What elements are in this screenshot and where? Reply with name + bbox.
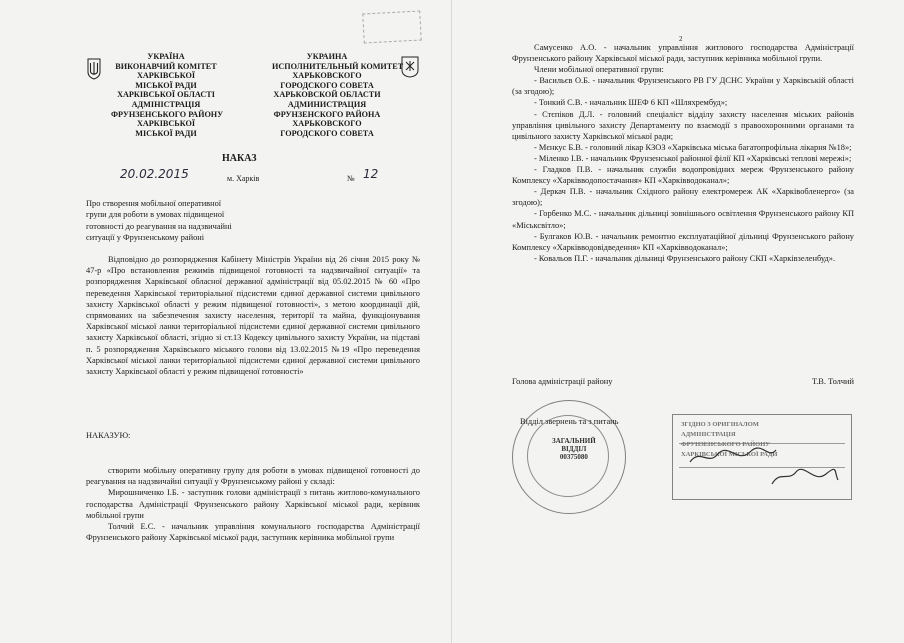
stamp-line: ХАРКІВСЬКОЇ МІСЬКОЇ РАДИ — [681, 451, 778, 458]
header-line: ИСПОЛНИТЕЛЬНЫЙ КОМИТЕТ — [272, 61, 404, 71]
header-line: УКРАЇНА — [147, 52, 185, 61]
order-title: НАКАЗ — [222, 153, 257, 164]
body-paragraph: створити мобільну оперативну групу для роботи в умовах підвищеної готовності до реагування на надзвичайні ситуації у Фрунзенському районі у складі: — [86, 466, 420, 487]
order-date: 20.02.2015 — [120, 167, 189, 181]
member-entry: - Тонкий С.В. - начальник ШЕФ 6 КП «Шляхрембуд»; — [534, 98, 728, 108]
subject-line: групи для роботи в умовах підвищеної — [86, 210, 225, 220]
subject-line: ситуації у Фрунзенському районі — [86, 232, 205, 242]
header-line: ХАРЬКОВСКОЙ ОБЛАСТИ — [273, 90, 381, 100]
subject-line: готовності до реагування на надзвичайні — [86, 221, 232, 231]
seal-caption: Відділ звернень та з питань — [520, 417, 619, 426]
member-entry: - Мєнкус Б.В. - головний лікар КЗОЗ «Харківська міська багатопрофільна лікарня №18»; — [534, 142, 852, 152]
order-number-label: № — [347, 174, 355, 183]
order-subject — [86, 198, 272, 243]
header-line: ХАРКІВСЬКОЇ — [136, 71, 196, 81]
stamp-line: ФРУНЗЕНСЬКОГО РАЙОНУ — [681, 441, 771, 448]
member-entry: Члени мобільної оперативної групи: — [534, 65, 664, 75]
seal-line: 00375080 — [559, 453, 588, 461]
handwritten-signature-2 — [770, 466, 840, 492]
page-divider — [451, 0, 452, 643]
member-entry: - Васильєв О.Б. - начальник Фрунзенського РВ ГУ ДСНС України у Харківській області (за згодою); — [512, 76, 854, 97]
header-line: ХАРКІВСЬКОЇ ОБЛАСТІ — [117, 90, 215, 100]
header-ukrainian — [111, 52, 224, 138]
body-paragraph: Мирошниченко І.Б. - заступник голови адміністрації з питань житлово-комунального господарства Адміністрації Фрунзенського району Харківської міської ради, керівник мобільної групи — [86, 488, 420, 520]
member-entry: - Горбенко М.С. - начальник дільниці зовнішнього освітлення Фрунзенського району КП «Міськсвітло»; — [512, 209, 854, 230]
member-entry: - Міленко І.В. - начальник Фрунзенської районної філії КП «Харківські теплові мережі»; — [534, 153, 852, 163]
member-entry: - Деркач П.В. - начальник Східного району електромереж АК «Харківобленерго» (за згодою); — [512, 187, 854, 208]
member-entry: - Булгаков Ю.В. - начальник ремонтно експлуатаційної дільниці Фрунзенського району Комплексу «Харківводовідведення» КП «Харківводоканал»; — [512, 231, 854, 252]
stamp-line: ЗГІДНО З ОРИГІНАЛОМ — [681, 421, 759, 428]
header-line: ГОРОДСКОГО СОВЕТА — [280, 80, 374, 90]
header-line: АДМІНІСТРАЦІЯ — [131, 99, 201, 109]
order-body — [86, 465, 420, 543]
subject-line: Про створення мобільної оперативної — [86, 199, 222, 208]
order-city: м. Харків — [227, 174, 260, 183]
header-line: МІСЬКОЇ РАДИ — [135, 128, 197, 138]
incoming-stamp — [362, 11, 421, 44]
signature-label: Голова адміністрації району — [512, 377, 613, 386]
stamp-line: АДМІНІСТРАЦІЯ — [681, 431, 736, 438]
member-entry: - Гладков П.В. - начальник служби водопровідних мереж Фрунзенського району Комплексу «Харківводопостачання» КП «Харківводоканал»; — [512, 165, 854, 186]
header-line: ХАРЬКОВСКОГО — [292, 71, 362, 81]
handwritten-signature-1 — [688, 446, 778, 472]
trident-icon — [86, 58, 102, 80]
header-line: МІСЬКОЇ РАДИ — [135, 80, 197, 90]
header-line: ВИКОНАВЧИЙ КОМІТЕТ — [115, 61, 217, 71]
signature-name: Т.В. Толчий — [811, 377, 854, 386]
page-number: 2 — [679, 35, 683, 43]
header-line: ФРУНЗЕНСЬКОГО РАЙОНУ — [111, 109, 224, 119]
preamble-text: Відповідно до розпорядження Кабінету Міністрів України від 26 січня 2015 року № 47-р «Про встановлення режимів підвищеної готовності та надзвичайної ситуації» та розпорядження Харківської обласної державної адміністрації від 05.02.2015 № 60 «Про переведення Харківської територіальної підсистеми єдиної державної системи цивільного захисту Харківської області у режим підвищеної готовності», з метою координації дій, спрямованих на забезпечення захисту населення, території та майна, функціонування Харківської міської ланки територіальної підсистеми єдиної державної системи цивільного захисту Харківської області, згідно зі ст.13 Кодексу цивільного захисту України, на підставі п. 5 розпорядження Харківського міського голови від 13.02.2015 №19 «Про переведення Харківської міської ланки територіальної підсистеми єдиної державної системи цивільного захисту Харківської області у режим підвищеної готовності» — [86, 255, 420, 377]
body-paragraph: Толчий Е.С. - начальник управління комунального господарства Адміністрації Фрунзенського району Харківської міської ради, заступник керівника мобільної групи — [86, 522, 420, 543]
seal-center — [552, 437, 596, 461]
header-line: ХАРКІВСЬКОЇ — [136, 119, 196, 129]
seal-line: ЗАГАЛЬНИЙ — [552, 437, 596, 445]
kharkiv-emblem-icon — [401, 56, 419, 78]
order-number: 12 — [363, 167, 379, 181]
member-entry: - Стєпіков Д.Л. - головний спеціаліст відділу захисту населення міських районів управління цивільного захисту Департаменту по взаємодії з правоохоронними органами та цивільного захисту Харківської міської ради; — [512, 109, 854, 141]
header-line: ХАРЬКОВСКОГО — [292, 119, 362, 129]
member-entry: Самусенко А.О. - начальник управління житлового господарства Адміністрації Фрунзенського району Харківської міської ради, заступник керівника мобільної групи. — [512, 43, 854, 64]
header-line: ФРУНЗЕНСКОГО РАЙОНА — [273, 109, 381, 119]
header-line: УКРАИНА — [306, 52, 348, 61]
seal-line: ВІДДІЛ — [561, 445, 587, 453]
header-line: АДМИНИСТРАЦИЯ — [287, 99, 367, 109]
header-line: ГОРОДСКОГО СОВЕТА — [280, 128, 374, 138]
header-russian — [272, 52, 404, 138]
signature-block — [512, 377, 854, 386]
member-entry: - Ковальов П.Г. - начальник дільниці Фрунзенського району СКП «Харківзеленбуд». — [534, 253, 836, 263]
order-command: НАКАЗУЮ: — [86, 431, 131, 440]
order-preamble — [86, 254, 420, 377]
members-list — [512, 42, 854, 264]
